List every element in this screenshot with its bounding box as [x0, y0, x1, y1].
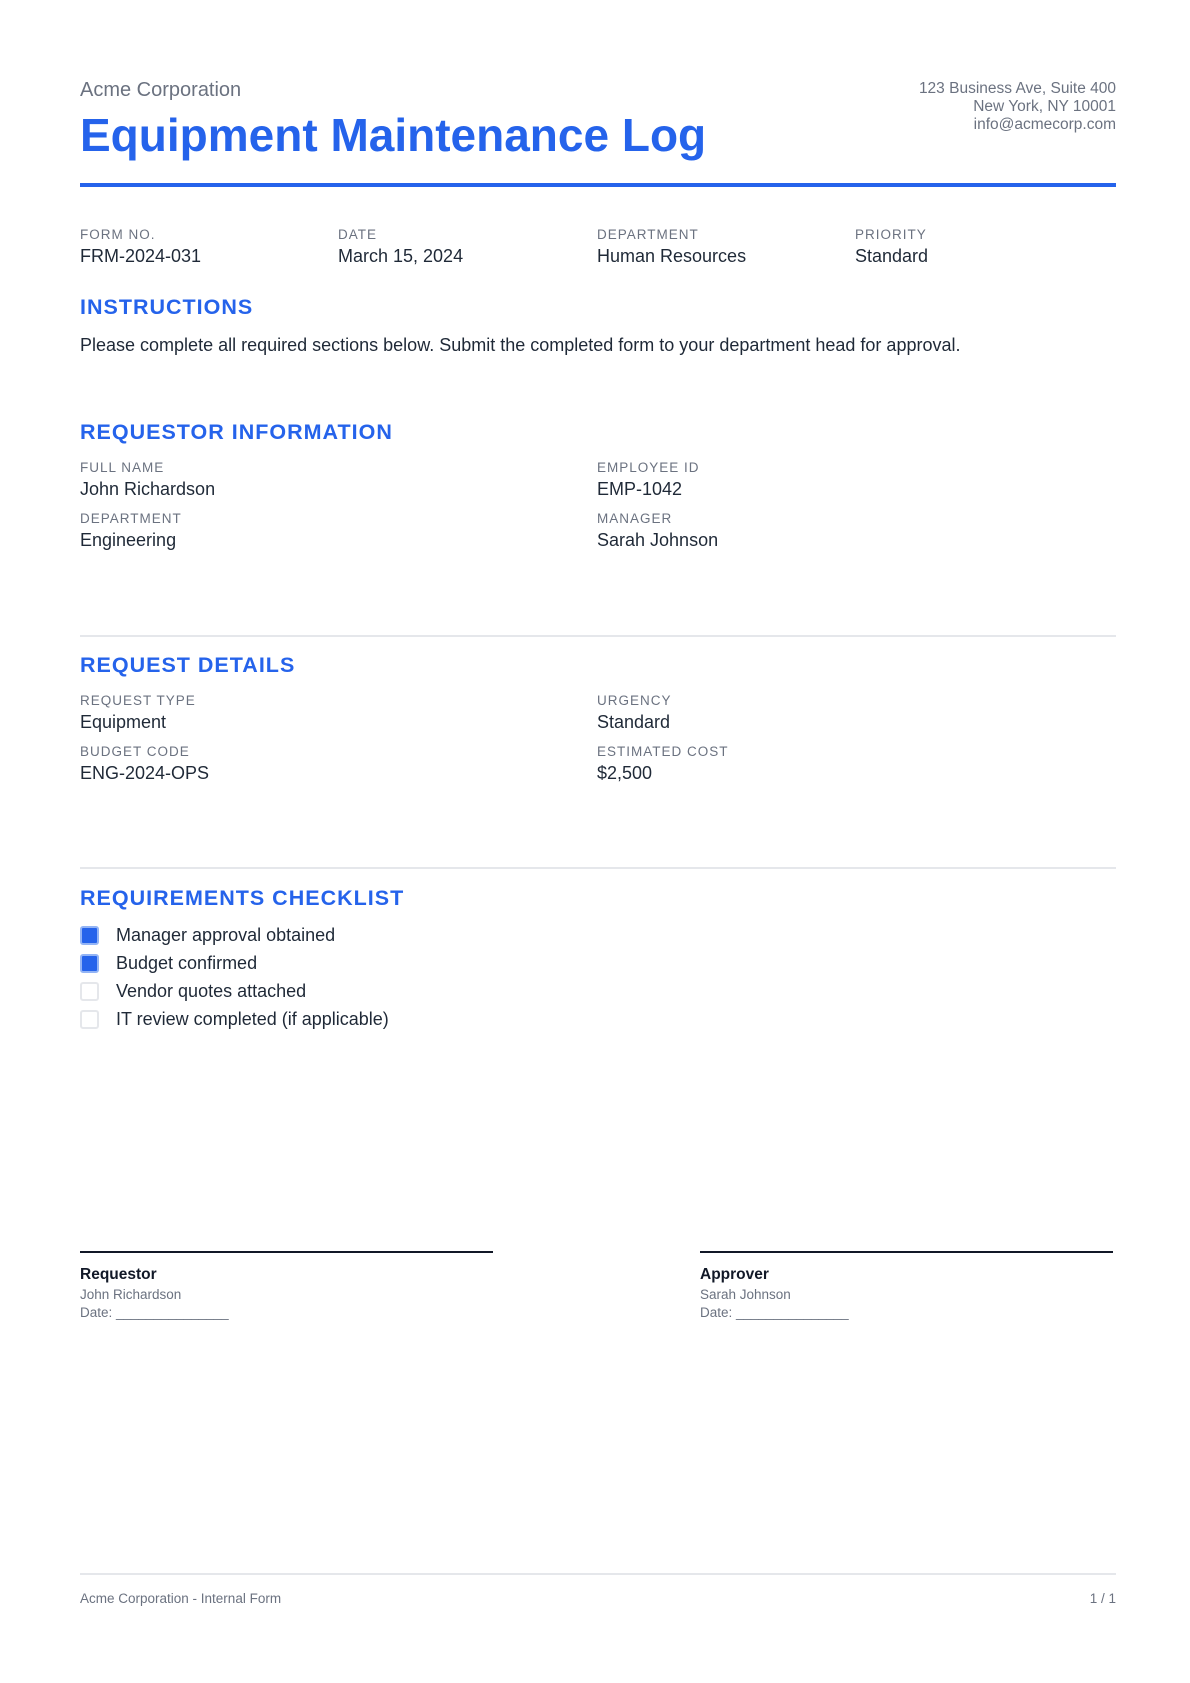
- meta-priority: [855, 227, 928, 267]
- address-line: 123 Business Ave, Suite 400: [918, 80, 1116, 97]
- field-urgency: [597, 693, 672, 733]
- label: FORM NO.: [80, 227, 156, 242]
- field-request-type: [80, 693, 196, 733]
- value: John Richardson: [80, 479, 216, 499]
- value: Standard: [855, 246, 929, 266]
- company-address: [919, 80, 1116, 134]
- field-full-name: [80, 460, 215, 500]
- checklist-label: IT review completed (if applicable): [116, 1009, 389, 1029]
- checkbox-checked[interactable]: [80, 954, 99, 973]
- signature-date: Date: _______________: [80, 1305, 229, 1320]
- page-number: 1 / 1: [1089, 1591, 1116, 1606]
- value: ENG-2024-OPS: [80, 763, 210, 783]
- checkbox-unchecked[interactable]: [80, 1010, 99, 1029]
- signature-name: John Richardson: [80, 1287, 182, 1302]
- checklist-heading: REQUIREMENTS CHECKLIST: [80, 886, 405, 910]
- label: FULL NAME: [80, 460, 165, 475]
- company-name: Acme Corporation: [80, 79, 242, 101]
- label: PRIORITY: [855, 227, 927, 242]
- instructions-heading: INSTRUCTIONS: [80, 295, 254, 319]
- checklist-label: Budget confirmed: [116, 953, 258, 973]
- checklist-label: Manager approval obtained: [116, 925, 336, 945]
- requestor-heading: REQUESTOR INFORMATION: [80, 420, 393, 444]
- label: MANAGER: [597, 511, 673, 526]
- signature-requestor: [80, 1251, 493, 1320]
- checklist-item[interactable]: [80, 981, 306, 1002]
- checkbox-checked[interactable]: [80, 926, 99, 945]
- value: $2,500: [597, 763, 653, 783]
- label: BUDGET CODE: [80, 744, 190, 759]
- value: FRM-2024-031: [80, 246, 202, 266]
- footer-text: Acme Corporation - Internal Form: [80, 1591, 282, 1606]
- checklist-label: Vendor quotes attached: [116, 981, 307, 1001]
- field-department: [80, 511, 182, 551]
- value: March 15, 2024: [338, 246, 464, 266]
- label: REQUEST TYPE: [80, 693, 196, 708]
- field-manager: [597, 511, 718, 551]
- email: info@acmecorp.com: [973, 116, 1116, 133]
- meta-date: [338, 227, 463, 267]
- instructions-text: Please complete all required sections below. Submit the completed form to your department head for approval.: [80, 335, 961, 355]
- signature-role: Approver: [700, 1266, 769, 1283]
- section-divider: [80, 635, 1116, 637]
- page-title: Equipment Maintenance Log: [80, 109, 707, 161]
- address-line: New York, NY 10001: [973, 98, 1116, 115]
- signature-date: Date: _______________: [700, 1305, 849, 1320]
- label: DEPARTMENT: [597, 227, 699, 242]
- label: DATE: [338, 227, 378, 242]
- signature-line: [700, 1251, 1113, 1253]
- label: EMPLOYEE ID: [597, 460, 700, 475]
- checklist-item[interactable]: [80, 1009, 389, 1030]
- value: Human Resources: [597, 246, 747, 266]
- meta-form-no: [80, 227, 201, 267]
- checklist-item[interactable]: [80, 953, 257, 974]
- label: URGENCY: [597, 693, 672, 708]
- details-heading: REQUEST DETAILS: [80, 653, 296, 677]
- header-rule: [80, 183, 1116, 187]
- field-budget-code: [80, 744, 209, 784]
- value: EMP-1042: [597, 479, 683, 499]
- value: Sarah Johnson: [597, 530, 719, 550]
- value: Equipment: [80, 712, 167, 732]
- label: DEPARTMENT: [80, 511, 182, 526]
- signature-line: [80, 1251, 493, 1253]
- footer-divider: [80, 1573, 1116, 1575]
- value: Engineering: [80, 530, 177, 550]
- signature-role: Requestor: [80, 1266, 157, 1283]
- signature-approver: [700, 1251, 1113, 1320]
- value: Standard: [597, 712, 671, 732]
- checkbox-unchecked[interactable]: [80, 982, 99, 1001]
- label: ESTIMATED COST: [597, 744, 729, 759]
- signature-name: Sarah Johnson: [700, 1287, 791, 1302]
- field-estimated-cost: [597, 744, 729, 784]
- checklist-item[interactable]: [80, 925, 335, 946]
- meta-department: [597, 227, 746, 267]
- section-divider: [80, 867, 1116, 869]
- field-employee-id: [597, 460, 700, 500]
